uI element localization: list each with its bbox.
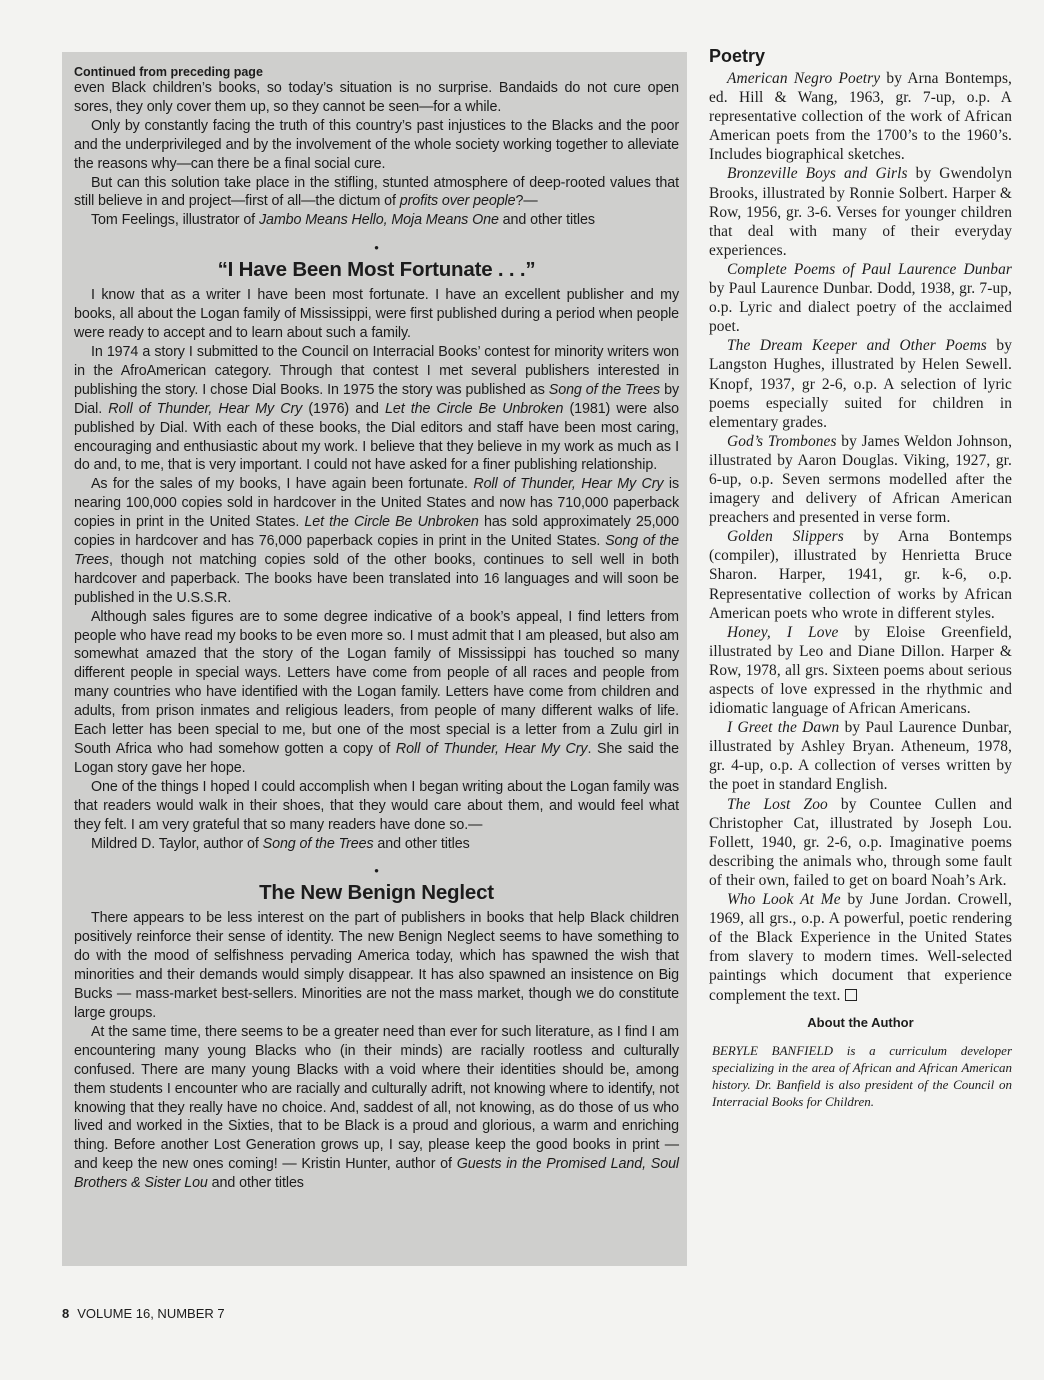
- hunter-paragraph-2: [74, 1023, 679, 1193]
- book-title: Bronzeville Boys and Girls: [727, 165, 908, 183]
- page-footer: [62, 1306, 225, 1322]
- hunter-section-title: The New Benign Neglect: [259, 881, 494, 905]
- book-title: Honey, I Love: [727, 623, 839, 641]
- entry-text: by June Jordan. Crowell, 1969, all grs., o.p. A powerful, poetic rendering of the Black Experience in the United States from slavery to modern times. Well-selected paintings which document that experience complement the text.: [709, 891, 1012, 1004]
- poetry-entry: [709, 69, 1012, 164]
- book-title: I Greet the Dawn: [727, 719, 840, 737]
- paragraph-text: At the same time, there seems to be a greater need than ever for such literature, as I find I am encountering many young Blacks who (in their minds) are racially rootless and culturally confused. There are many young Blacks with a void where their identities should be, among them students I encounter who are racially and culturally adrift, not knowing where to identify, not knowing that they really have no choice. And, saddest of all, not knowing, as do those of us who lived and worked in the Sixties, that to be Black is a proud and glorious, a warm and enriching thing. Before another Lost Generation grows up, I say, please keep the good books in print — and keep the new ones coming! — Kristin Hunter, author of: [74, 1023, 679, 1173]
- continued-label: Continued from preceding page: [74, 65, 263, 79]
- taylor-paragraph-2: [74, 343, 679, 475]
- book-title: American Negro Poetry: [727, 70, 881, 87]
- book-title: Moja Means One: [391, 212, 499, 229]
- end-mark-icon: [845, 989, 857, 1001]
- signature-text: Tom Feelings, illustrator of: [91, 212, 259, 229]
- book-title: Roll of Thunder, Hear My Cry: [108, 400, 303, 417]
- poetry-entry: [709, 164, 1012, 259]
- italic-phrase: profits over people: [399, 193, 516, 210]
- book-title: The Dream Keeper and Other Poems: [727, 337, 987, 355]
- paragraph-text: by Dial.: [74, 381, 680, 417]
- paragraph-text: is nearing 100,000 copies sold in hardcover in the United States and now has 710,000 paperback copies in print in the United States.: [74, 476, 680, 531]
- entry-text: by Arna Bontemps, ed. Hill & Wang, 1963, gr. 7-up, o.p. A representative collection of the work of African American poets from the 1700’s to the 1960’s. Includes biographical sketches.: [709, 70, 1012, 164]
- separator: ,: [642, 1156, 651, 1173]
- entry-text: by Gwendolyn Brooks, illustrated by Ronnie Solbert. Harper & Row, 1956, gr. 3-6. Verses for younger children that deal with many of their everyday experiences.: [709, 165, 1013, 259]
- paragraph-text: . She said the Logan story gave her hope.: [74, 741, 680, 776]
- section-bullet: •: [374, 863, 379, 879]
- entry-text: by Paul Laurence Dunbar. Dodd, 1938, gr. 7-up, o.p. Lyric and dialect poetry of the acclaimed poet.: [709, 280, 1012, 336]
- book-title: Complete Poems of Paul Laurence Dunbar: [727, 260, 1012, 278]
- signature-text: Mildred D. Taylor, author of: [91, 835, 263, 852]
- paragraph-text: As for the sales of my books, I have again been fortunate.: [91, 476, 474, 493]
- paragraph-text: In 1974 a story I submitted to the Council on Interracial Books’ contest for minority writers won in the AfroAmerican category. Through that contest I met several publishers interested in publishing the story. I chose Dial Books. In 1975 the story was published as: [74, 343, 679, 398]
- poetry-entry: [709, 890, 1012, 1005]
- signature-text: and other titles: [498, 212, 595, 229]
- taylor-paragraph-4: [74, 608, 679, 778]
- taylor-paragraph-1: I know that as a writer I have been most fortunate. I have an excellent publisher and my books, all about the Logan family of Mississippi, were first published during a period when people were ready to accept and to learn about such a family.: [74, 287, 679, 342]
- feelings-paragraph-2: Only by constantly facing the truth of this country’s past injustices to the Blacks and the poor and the underprivileged and by the involvement of the whole society working together to alleviate the reasons why—can there be a final social cure.: [74, 117, 679, 172]
- signature-text: and other titles: [373, 835, 470, 852]
- poetry-entry: [709, 336, 1012, 431]
- section-bullet: •: [374, 240, 379, 256]
- feelings-paragraph-1: even Black children’s books, so today’s situation is no surprise. Bandaids do not cure open sores, they only cover them up, so they cannot be seen—for a while.: [74, 80, 679, 115]
- feelings-signature: [74, 211, 679, 230]
- about-author-heading: About the Author: [807, 1014, 914, 1030]
- poetry-entry: [709, 432, 1012, 527]
- feelings-text: But can this solution take place in the stifling, stunted atmosphere of deep-rooted values that still believe in and project—first of all—the dictum of: [74, 174, 679, 210]
- entry-text: by Paul Laurence Dunbar, illustrated by Ashley Bryan. Atheneum, 1978, gr. 4-up, o.p. A collection of verses written by the poet in standard English.: [709, 719, 1012, 794]
- taylor-section-title: “I Have Been Most Fortunate . . .”: [217, 258, 536, 282]
- paragraph-text: has sold approximately 25,000 copies in hardcover and has 76,000 paperback copies in print in the United States.: [74, 514, 679, 550]
- book-title: Soul Brothers & Sister Lou: [74, 1156, 679, 1192]
- poetry-entry: [709, 260, 1012, 336]
- book-title: Let the Circle Be Unbroken: [385, 400, 564, 417]
- book-title: Roll of Thunder, Hear My Cry: [395, 741, 588, 757]
- poetry-entry: [709, 718, 1012, 794]
- feelings-text: ?—: [515, 193, 538, 210]
- testimonials-box: [62, 52, 687, 1266]
- book-title: God’s Trombones: [727, 432, 837, 450]
- paragraph-text: and other titles: [207, 1175, 304, 1192]
- entry-text: by Langston Hughes, illustrated by Helen Sewell. Knopf, 1937, gr 2-6, o.p. A selection of lyric poems especially suited for children in elementary grades.: [709, 337, 1012, 431]
- about-author-text: BERYLE BANFIELD is a curriculum developer specializing in the area of African and African American history. Dr. Banfield is also president of the Council on Interracial Books for Children.: [712, 1042, 1012, 1110]
- page-number: 8: [62, 1306, 70, 1321]
- entry-text: by Eloise Greenfield, illustrated by Leo and Diane Dillon. Harper & Row, 1978, all grs. Sixteen poems about serious aspects of love expressed in the rhythmic and idiomatic language of African Americans.: [709, 623, 1012, 718]
- book-title: Song of the Trees: [548, 381, 661, 398]
- poetry-entry: [709, 623, 1012, 718]
- book-title: Roll of Thunder, Hear My Cry: [473, 476, 664, 493]
- hunter-paragraph-1: There appears to be less interest on the part of publishers in books that help Black children positively reinforce their sense of identity. The new Benign Neglect seems to have something to do with the mood of selfishness pervading America today, which has spawned the wish that minorities and their demands would simply disappear. It has also spawned an insistence on Big Bucks — mass-market best-sellers. Minorities are not the mass market, though we do constitute large groups.: [74, 910, 679, 1021]
- book-title: Let the Circle Be Unbroken: [304, 514, 479, 531]
- poetry-entry: [709, 795, 1012, 890]
- separator: ,: [383, 212, 392, 229]
- paragraph-text: Although sales figures are to some degree indicative of a book’s appeal, I find letters from people who have read my books to be even more so. I must admit that I am pleased, but also am somewhat amazed that the story of the Logan family of Mississippi has touched so many different people in special ways. Letters have come from people of all races and people from many countries who have identified with the Logan family. Letters have come from children and adults, from prison inmates and religious leaders, from people of many different walks of life. Each letter has been special to me, but one of the most special is a letter from a Zulu girl in South Africa who had somehow gotten a copy of: [74, 608, 679, 757]
- poetry-heading: Poetry: [709, 46, 766, 66]
- book-title: Guests in the Promised Land: [456, 1156, 643, 1173]
- book-title: Golden Slippers: [727, 528, 844, 546]
- paragraph-text: (1981) were also published by Dial. With each of these books, the Dial editors and staff have been most caring, encouraging and enthusiastic about my work. I believe that they believe in my work as much as I do and, to me, that is very important. I could not have asked for a finer publishing relationship.: [74, 400, 679, 474]
- entry-text: by James Weldon Johnson, illustrated by Aaron Douglas. Viking, 1927, gr. 6-up, o.p. Seven sermons modelled after the imagery and delivery of African American preachers and presented in verse form.: [709, 432, 1013, 527]
- book-title: Who Look At Me: [727, 891, 841, 909]
- book-title: Song of the Trees: [74, 533, 679, 568]
- taylor-signature: [74, 835, 679, 854]
- taylor-paragraph-3: [74, 475, 679, 607]
- taylor-paragraph-5: [74, 778, 679, 854]
- entry-text: by Countee Cullen and Christopher Cat, illustrated by Joseph Lou. Follett, 1940, gr. 2-6, o.p. Imaginative poems describing the animals who, through some fault of their own, failed to get on board Noah’s Ark.: [709, 795, 1012, 889]
- issue-label: VOLUME 16, NUMBER 7: [77, 1306, 225, 1321]
- paragraph-text: , though not matching copies sold of the other books, continues to sell well in both hardcover and paperback. The books have been translated into 16 languages and will soon be published in the U.S.S.R.: [74, 551, 679, 606]
- book-title: The Lost Zoo: [727, 795, 828, 813]
- book-title: Song of the Trees: [262, 835, 374, 852]
- paragraph-text: One of the things I hoped I could accomplish when I began writing about the Logan family was that readers would walk in their shoes, that they would care about them, and would feel what they felt. I am very grateful that so many readers have done so.—: [74, 778, 679, 833]
- feelings-paragraph-3: [74, 174, 679, 231]
- poetry-entry: [709, 527, 1012, 622]
- book-title: Jambo Means Hello: [258, 212, 384, 229]
- entry-text: by Arna Bontemps (compiler), illustrated by Henrietta Bruce Sharon. Harper, 1941, gr. k-6, o.p. Representative collection of works by African American poets who wrote in different styles.: [709, 528, 1012, 622]
- paragraph-text: (1976) and: [302, 400, 385, 417]
- poetry-column: [709, 46, 1012, 1110]
